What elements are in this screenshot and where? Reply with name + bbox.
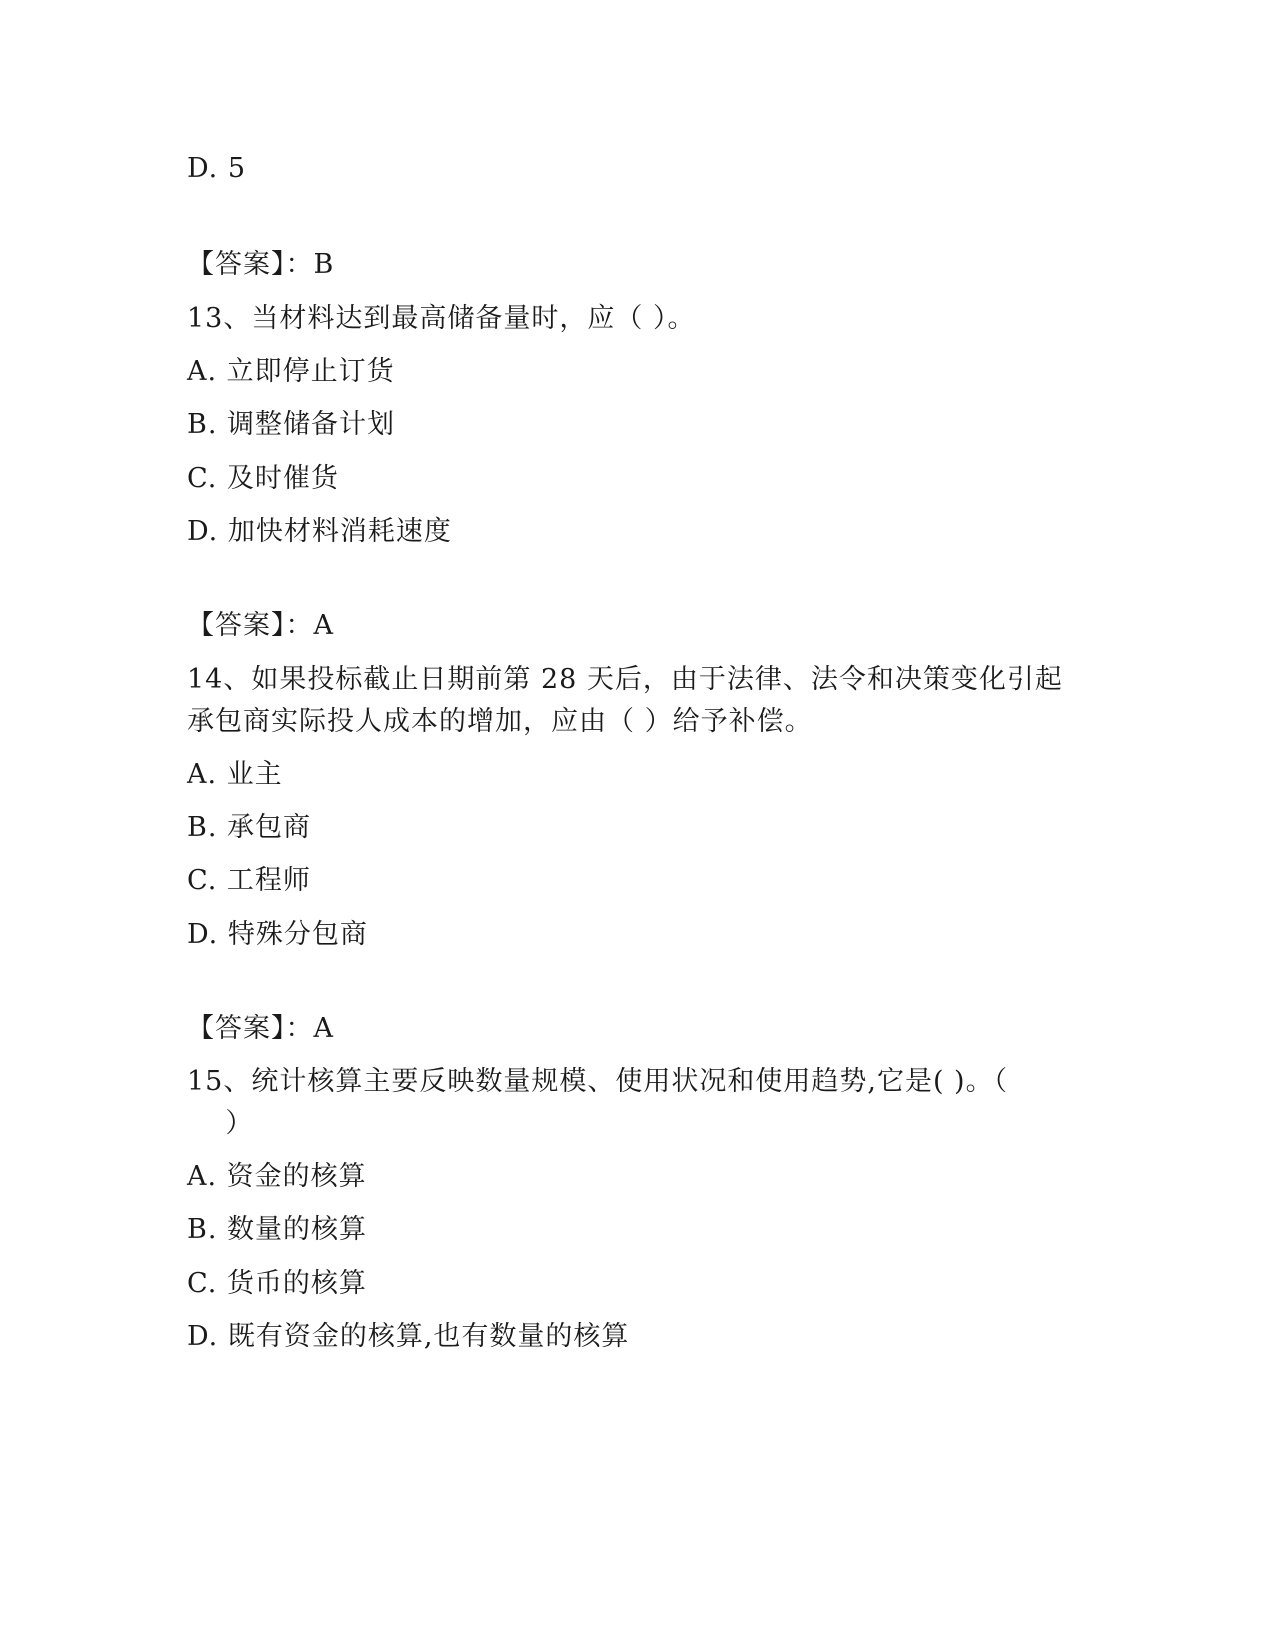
q13-answer: 【答案】：A bbox=[187, 610, 334, 641]
q14-answer: 【答案】：A bbox=[187, 1013, 334, 1044]
q15-option-d: D. 既有资金的核算,也有数量的核算 bbox=[187, 1321, 630, 1352]
q13-option-d: D. 加快材料消耗速度 bbox=[187, 516, 452, 547]
q15-stem-line1: 15、统计核算主要反映数量规模、使用状况和使用趋势,它是( )。（ bbox=[187, 1066, 1009, 1097]
q14-option-a: A. 业主 bbox=[187, 759, 283, 790]
q15-option-b: B. 数量的核算 bbox=[187, 1214, 368, 1245]
q14-option-c: C. 工程师 bbox=[187, 865, 311, 896]
prev-answer: 【答案】：B bbox=[187, 249, 335, 280]
q13-option-a: A. 立即停止订货 bbox=[187, 356, 395, 387]
q14-stem-line2: 承包商实际投人成本的增加，应由（ ）给予补偿。 bbox=[187, 706, 813, 737]
q14-option-d: D. 特殊分包商 bbox=[187, 919, 368, 950]
q15-stem-line2: ） bbox=[187, 1108, 254, 1139]
q15-option-a: A. 资金的核算 bbox=[187, 1161, 367, 1192]
q13-stem: 13、当材料达到最高储备量时，应（ ）。 bbox=[187, 303, 696, 334]
q13-option-c: C. 及时催货 bbox=[187, 463, 339, 494]
q15-option-c: C. 货币的核算 bbox=[187, 1268, 367, 1299]
q14-stem-line1: 14、如果投标截止日期前第 28 天后，由于法律、法令和决策变化引起 bbox=[187, 664, 1063, 695]
prev-option-d: D. 5 bbox=[187, 153, 247, 184]
q14-option-b: B. 承包商 bbox=[187, 812, 312, 843]
q13-option-b: B. 调整储备计划 bbox=[187, 409, 396, 440]
